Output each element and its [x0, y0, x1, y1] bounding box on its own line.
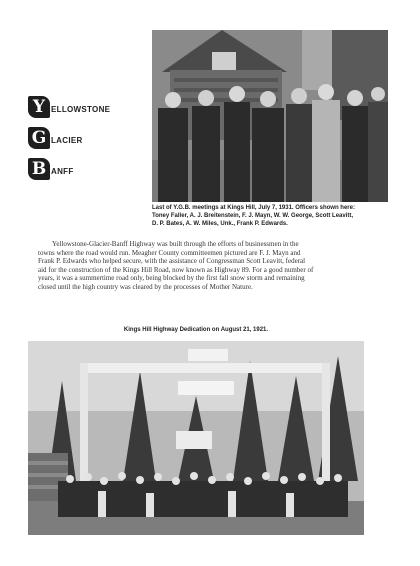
officers-photo-caption — [152, 204, 392, 229]
logo-word-glacier: LACIER — [51, 136, 83, 145]
caption-line: Last of Y.G.B. meetings at Kings Hill, July 7, 1931. Officers shown here: — [152, 205, 355, 211]
paragraph-line: towns where the road would run. Meagher County committeemen pictured are F. J. Mayn and — [38, 248, 301, 257]
logo-row-glacier — [28, 119, 138, 149]
ygb-logo — [28, 88, 138, 181]
caption-line: Toney Faller, A. J. Breitenstein, F. J. Mayn, W. W. George, Scott Leavitt, — [152, 213, 354, 220]
officers-photo-image — [152, 30, 388, 202]
logo-word-banff: ANFF — [51, 167, 74, 176]
caption-line: D. P. Bates, A. W. Miles, Unk., Frank P. Edwards. — [152, 221, 288, 228]
paragraph-line: Yellowstone-Glacier-Banff Highway was built through the efforts of businessmen in the — [52, 240, 299, 248]
paragraph-line: closed until the high country was cleared by the processes of Mother Nature. — [38, 282, 253, 291]
logo-initial-y: Y — [28, 96, 50, 118]
logo-row-yellowstone — [28, 88, 138, 118]
logo-initial-g: G — [28, 127, 50, 149]
history-paragraph — [38, 240, 364, 292]
logo-initial-b: B — [28, 158, 50, 180]
logo-row-banff — [28, 150, 138, 180]
dedication-photo-image — [28, 341, 364, 535]
dedication-photo-title: Kings Hill Highway Dedication on August 21, 1921. — [123, 327, 269, 333]
paragraph-line: aid for the construction of the Kings Hill Road, now known as Highway 89. For a good number of — [38, 265, 314, 274]
paragraph-line: Frank P. Edwards who helped secure, with the assistance of Congressman Scott Leavitt, federal — [38, 257, 306, 266]
dedication-photo — [28, 341, 364, 535]
logo-word-yellowstone: ELLOWSTONE — [51, 105, 111, 114]
officers-photo — [152, 30, 388, 202]
paragraph-line: years, it was a summertime road only, being blocked by the first fall snow storm and remaining — [38, 274, 305, 283]
